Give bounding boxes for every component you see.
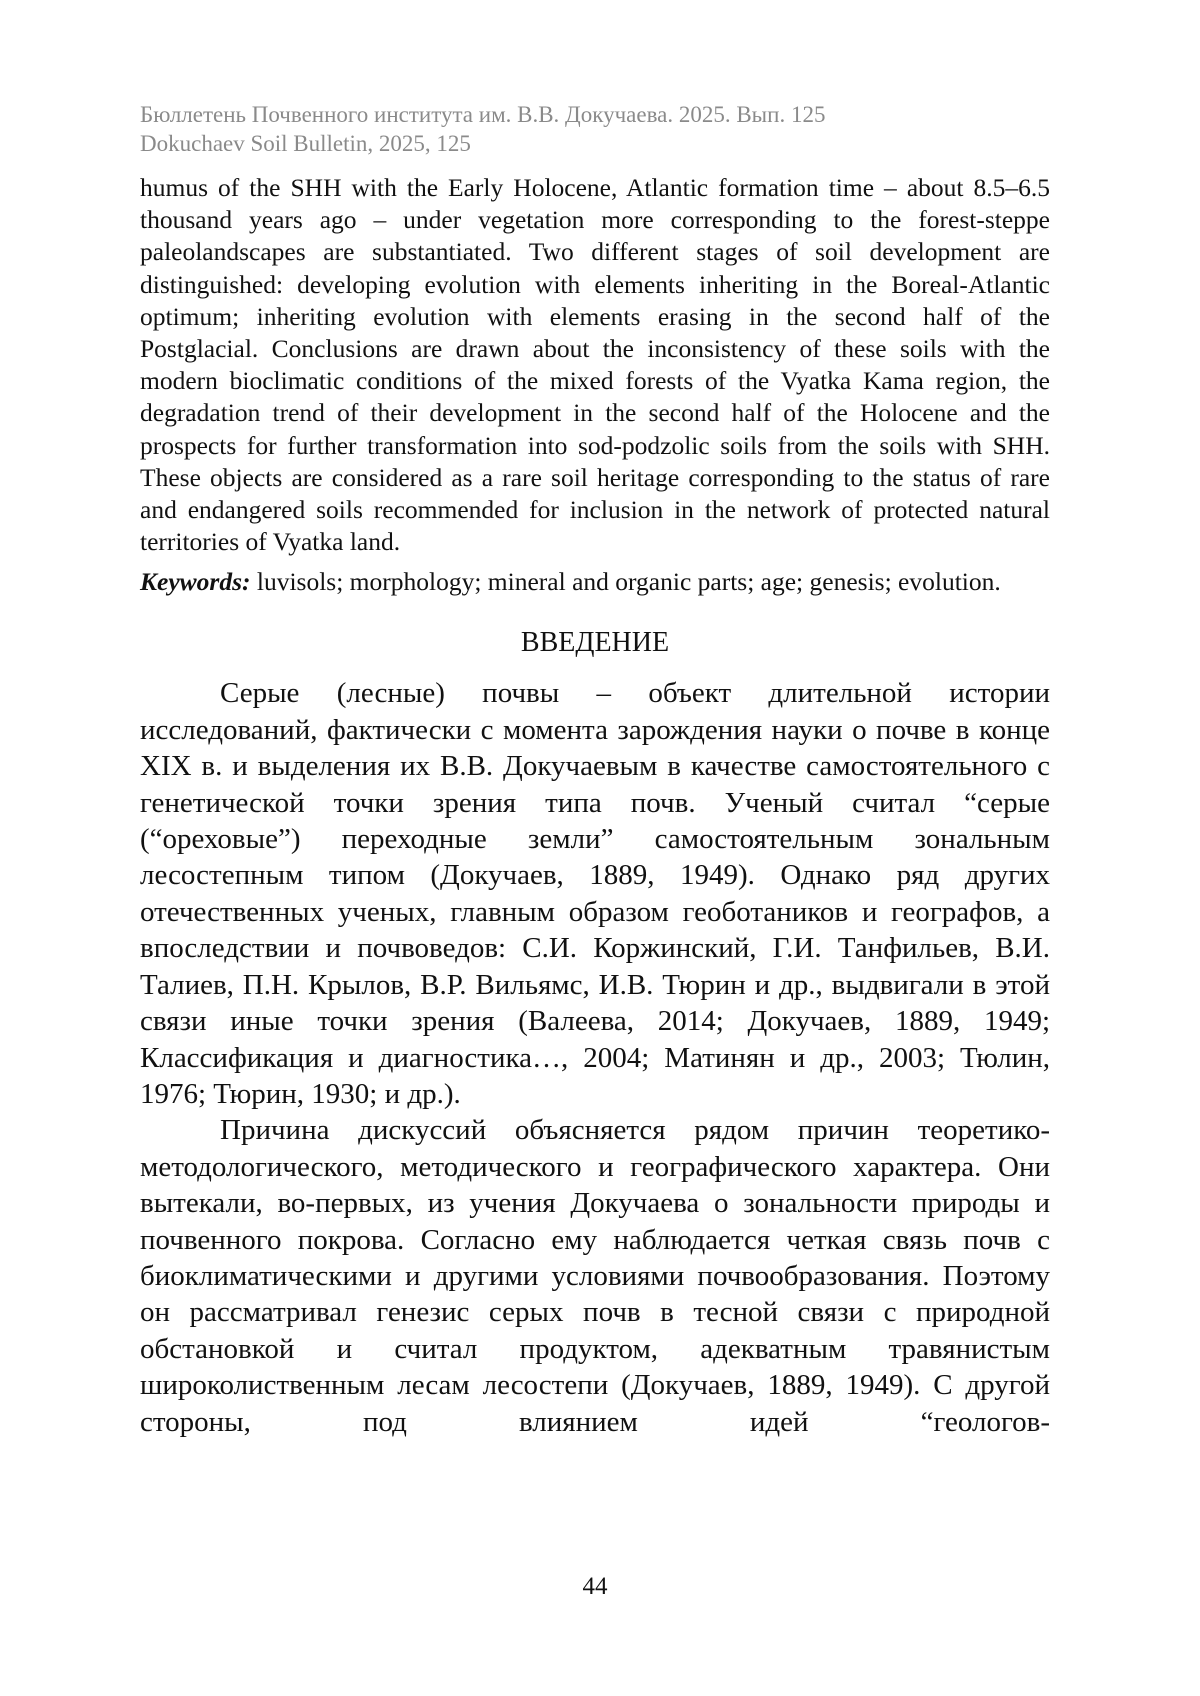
running-header-en: Dokuchaev Soil Bulletin, 2025, 125	[140, 131, 471, 156]
abstract-paragraph: humus of the SHH with the Early Holocene, Atlantic formation time – about 8.5–6.5 thousand years ago – under vegetation more corresponding to the forest-steppe paleolandscapes are substantiated. Two different stages of soil development are distinguished: developing evolution with elements inheriting in the Boreal-Atlantic optimum; inheriting evolution with elements erasing in the second half of the Postglacial. Conclusions are drawn about the inconsistency of these soils with the modern bioclimatic conditions of the mixed forests of the Vyatka Kama region, the degradation trend of their development in the second half of the Holocene and the prospects for further transformation into sod-podzolic soils from the soils with SHH. These objects are considered as a rare soil heritage corresponding to the status of rare and endangered soils recommended for inclusion in the network of protected natural territories of Vyatka land.	[140, 173, 1050, 557]
body-paragraph-1: Серые (лесные) почвы – объект длительной истории исследований, фактически с момента зарождения науки о почве в конце XIX в. и выделения их В.В. Докучаевым в качестве самостоятельного с генетической точки зрения типа почв. Ученый считал “серые (“ореховые”) переходные земли” самостоятельным зональным лесостепным типом (Докучаев, 1889, 1949). Однако ряд других отечественных ученых, главным образом геоботаников и географов, а впоследствии и почвоведов: С.И. Коржинский, Г.И. Танфильев, В.И. Талиев, П.Н. Крылов, В.Р. Вильямс, И.В. Тюрин и др., выдвигали в этой связи иные точки зрения (Валеева, 2014; Докучаев, 1889, 1949; Классификация и диагностика…, 2004; Матинян и др., 2003; Тюлин, 1976; Тюрин, 1930; и др.).	[140, 677, 1050, 1110]
keywords	[140, 566, 1050, 597]
running-header	[140, 100, 1050, 158]
page-number: 44	[582, 1573, 608, 1600]
running-header-ru: Бюллетень Почвенного института им. В.В. Докучаева. 2025. Вып. 125	[140, 102, 826, 127]
section-heading-introduction: ВВЕДЕНИЕ	[520, 627, 670, 659]
journal-page	[140, 100, 1050, 1660]
section-body	[140, 675, 1050, 1440]
body-paragraph-2: Причина дискуссий объясняется рядом причин теоретико-методологического, методического и географического характера. Они вытекали, во-первых, из учения Докучаева о зональности природы и почвенного покрова. Согласно ему наблюдается четкая связь почв с биоклиматическими и другими условиями почвообразования. Поэтому он рассматривал генезис серых почв в тесной связи с природной обстановкой и считал продуктом, адекватным травянистым широколиственным лесам лесостепи (Докучаев, 1889, 1949). С другой стороны, под влиянием идей “геологов-	[140, 1114, 1050, 1438]
keywords-label: Keywords:	[140, 567, 251, 597]
keywords-text: luvisols; morphology; mineral and organic parts; age; genesis; evolution.	[250, 567, 1001, 597]
